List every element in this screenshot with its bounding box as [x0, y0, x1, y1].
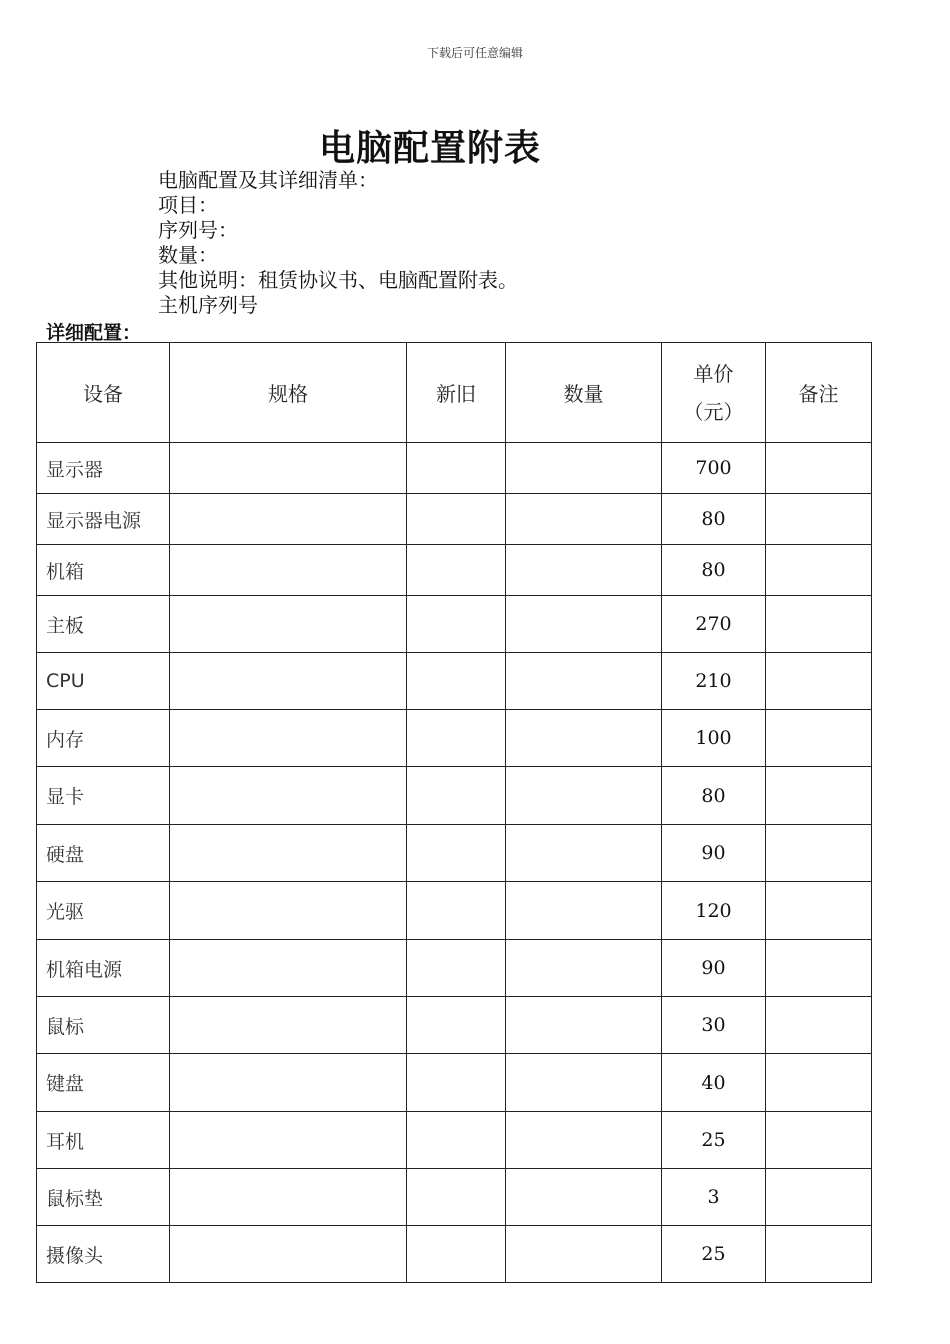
column-header-condition: 新旧 — [407, 343, 506, 443]
spec-cell — [170, 1054, 407, 1112]
intro-line-other-notes: 其他说明：租赁协议书、电脑配置附表。 — [158, 268, 518, 292]
column-header-device: 设备 — [37, 343, 170, 443]
table-row — [37, 710, 872, 767]
table-row — [37, 1169, 872, 1226]
device-cell: 耳机 — [37, 1112, 170, 1169]
spec-cell — [170, 825, 407, 882]
spec-cell — [170, 653, 407, 710]
note-cell — [766, 494, 872, 545]
quantity-cell — [506, 710, 662, 767]
device-cell: 显示器电源 — [37, 494, 170, 545]
table-row — [37, 653, 872, 710]
price-cell: 40 — [662, 1054, 766, 1112]
quantity-cell — [506, 653, 662, 710]
spec-cell — [170, 940, 407, 997]
price-cell: 25 — [662, 1112, 766, 1169]
condition-cell — [407, 1112, 506, 1169]
table-row — [37, 882, 872, 940]
table-row — [37, 997, 872, 1054]
price-cell: 80 — [662, 545, 766, 596]
price-cell: 80 — [662, 494, 766, 545]
note-cell — [766, 443, 872, 494]
condition-cell — [407, 710, 506, 767]
spec-cell — [170, 596, 407, 653]
price-cell: 30 — [662, 997, 766, 1054]
condition-cell — [407, 443, 506, 494]
note-cell — [766, 653, 872, 710]
condition-cell — [407, 1054, 506, 1112]
table-row — [37, 940, 872, 997]
table-row — [37, 596, 872, 653]
column-header-price-line1: 单价 — [693, 361, 734, 386]
quantity-cell — [506, 1169, 662, 1226]
device-cell: 机箱电源 — [37, 940, 170, 997]
table-row — [37, 825, 872, 882]
quantity-cell — [506, 494, 662, 545]
spec-cell — [170, 545, 407, 596]
price-cell: 100 — [662, 710, 766, 767]
spec-cell — [170, 710, 407, 767]
quantity-cell — [506, 1226, 662, 1283]
device-cell: 鼠标垫 — [37, 1169, 170, 1226]
quantity-cell — [506, 1054, 662, 1112]
table-row — [37, 1054, 872, 1112]
condition-cell — [407, 545, 506, 596]
spec-cell — [170, 1112, 407, 1169]
intro-line-config-list: 电脑配置及其详细清单： — [158, 168, 378, 192]
intro-line-host-serial: 主机序列号 — [158, 293, 258, 317]
table-body — [37, 443, 872, 1283]
price-cell: 90 — [662, 940, 766, 997]
note-cell — [766, 1169, 872, 1226]
note-cell — [766, 545, 872, 596]
table-header-row — [37, 343, 872, 443]
condition-cell — [407, 767, 506, 825]
spec-cell — [170, 882, 407, 940]
table-row — [37, 1226, 872, 1283]
column-header-quantity: 数量 — [506, 343, 662, 443]
device-cell: 显示器 — [37, 443, 170, 494]
price-cell: 3 — [662, 1169, 766, 1226]
quantity-cell — [506, 545, 662, 596]
device-cell: CPU — [37, 653, 170, 710]
device-cell: 内存 — [37, 710, 170, 767]
condition-cell — [407, 825, 506, 882]
spec-cell — [170, 1169, 407, 1226]
document-title: 电脑配置附表 — [318, 128, 541, 169]
note-cell — [766, 997, 872, 1054]
intro-line-project: 项目： — [158, 193, 218, 217]
table-row — [37, 767, 872, 825]
condition-cell — [407, 1226, 506, 1283]
note-cell — [766, 940, 872, 997]
note-cell — [766, 882, 872, 940]
spec-cell — [170, 494, 407, 545]
price-cell: 210 — [662, 653, 766, 710]
note-cell — [766, 1054, 872, 1112]
price-cell: 700 — [662, 443, 766, 494]
condition-cell — [407, 494, 506, 545]
quantity-cell — [506, 596, 662, 653]
condition-cell — [407, 1169, 506, 1226]
column-header-spec: 规格 — [170, 343, 407, 443]
table-row — [37, 443, 872, 494]
spec-cell — [170, 443, 407, 494]
device-cell: 主板 — [37, 596, 170, 653]
quantity-cell — [506, 997, 662, 1054]
detail-config-label: 详细配置： — [46, 322, 142, 344]
table-row — [37, 545, 872, 596]
intro-line-serial: 序列号： — [158, 218, 238, 242]
condition-cell — [407, 596, 506, 653]
condition-cell — [407, 653, 506, 710]
note-cell — [766, 710, 872, 767]
price-cell: 270 — [662, 596, 766, 653]
price-cell: 90 — [662, 825, 766, 882]
quantity-cell — [506, 1112, 662, 1169]
spec-cell — [170, 1226, 407, 1283]
device-cell: 光驱 — [37, 882, 170, 940]
table-row — [37, 1112, 872, 1169]
quantity-cell — [506, 882, 662, 940]
note-cell — [766, 1226, 872, 1283]
config-table — [36, 342, 872, 1283]
spec-cell — [170, 767, 407, 825]
quantity-cell — [506, 443, 662, 494]
quantity-cell — [506, 825, 662, 882]
intro-block — [158, 168, 518, 318]
condition-cell — [407, 997, 506, 1054]
column-header-price — [662, 343, 766, 443]
device-cell: 鼠标 — [37, 997, 170, 1054]
device-cell: 摄像头 — [37, 1226, 170, 1283]
device-cell: 键盘 — [37, 1054, 170, 1112]
device-cell: 显卡 — [37, 767, 170, 825]
note-cell — [766, 767, 872, 825]
spec-cell — [170, 997, 407, 1054]
note-cell — [766, 1112, 872, 1169]
device-cell: 硬盘 — [37, 825, 170, 882]
note-cell — [766, 825, 872, 882]
page-header-note: 下载后可任意编辑 — [426, 46, 523, 60]
quantity-cell — [506, 767, 662, 825]
column-header-note: 备注 — [766, 343, 872, 443]
price-cell: 25 — [662, 1226, 766, 1283]
condition-cell — [407, 940, 506, 997]
note-cell — [766, 596, 872, 653]
intro-line-quantity: 数量： — [158, 243, 218, 267]
table-row — [37, 494, 872, 545]
quantity-cell — [506, 940, 662, 997]
price-cell: 120 — [662, 882, 766, 940]
condition-cell — [407, 882, 506, 940]
price-cell: 80 — [662, 767, 766, 825]
device-cell: 机箱 — [37, 545, 170, 596]
column-header-price-line2: （元） — [683, 399, 744, 424]
